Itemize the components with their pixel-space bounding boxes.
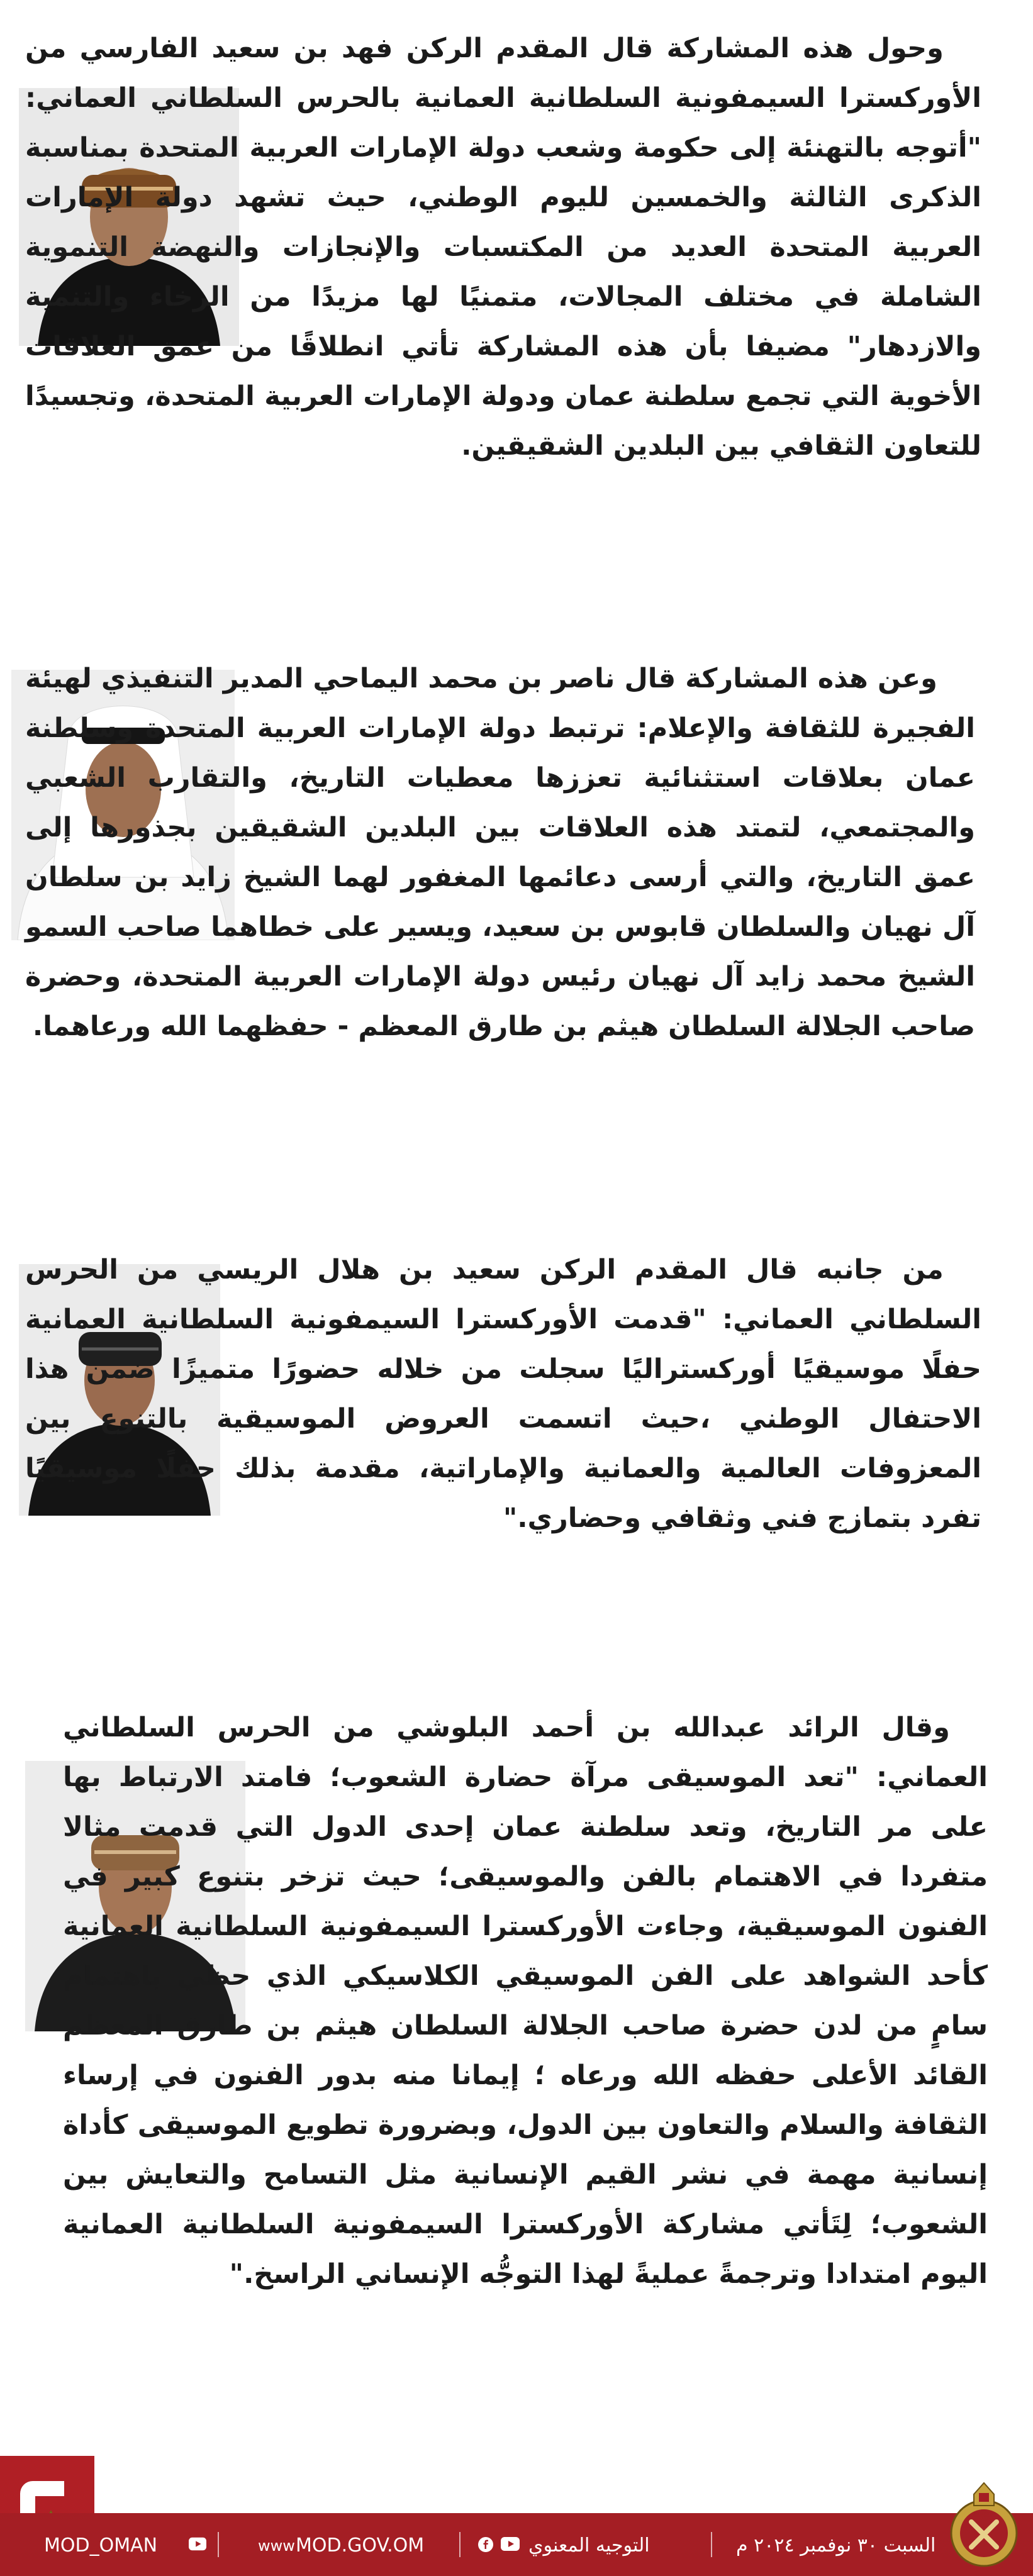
quote-paragraph-3: من جانبه قال المقدم الركن سعيد بن هلال الريسي من الحرس السلطاني العماني: "قدمت الأوركسترا السيمفونية السلطانية العمانية حفلًا موسيقيًا أوركستراليًا سجلت من خلاله حضورًا متميزًا ضمن هذا الاحتفال الوطني ،حيث اتسمت العروض الموسيقية بالتنوع بين المعزوفات العالمية والعمانية والإماراتية، مقدمة بذلك حفلًا موسيقيًا تفرد بتمازج فني وثقافي وحضاري.": [25, 1254, 981, 1534]
quote-paragraph-1: وحول هذه المشاركة قال المقدم الركن فهد بن سعيد الفارسي من الأوركسترا السيمفونية السلطانية العمانية بالحرس السلطاني العماني: "أتوجه بالتهنئة إلى حكومة وشعب دولة الإمارات العربية المتحدة بمناسبة الذكرى الثالثة والخمسين لليوم الوطني، حيث تشهد دولة الإمارات العربية المتحدة العديد من المكتسبات والإنجازات والنهضة التنموية الشاملة في مختلف المجالات، متمنيًا لها مزيدًا من الرخاء والتنمية والازدهار" مضيفا بأن هذه المشاركة تأتي انطلاقًا من عمق العلاقات الأخوية التي تجمع سلطنة عمان ودولة الإمارات العربية المتحدة، وتجسيدًا للتعاون الثقافي بين البلدين الشقيقين.: [25, 33, 981, 462]
oman-ministry-emblem-icon: [944, 2478, 1024, 2572]
footer-website-prefix: www: [258, 2537, 295, 2555]
footer-separator: [218, 2532, 219, 2557]
footer-bar: [0, 2513, 1033, 2576]
footer-separator: [459, 2532, 461, 2557]
footer-website[interactable]: MOD.GOV.OM: [296, 2534, 425, 2557]
youtube-icon[interactable]: [189, 2537, 206, 2551]
facebook-icon[interactable]: [478, 2537, 493, 2552]
footer-separator: [711, 2532, 712, 2557]
footer-handle[interactable]: MOD_OMAN: [44, 2534, 158, 2557]
footer-department: التوجيه المعنوي: [528, 2534, 650, 2557]
quote-paragraph-4: وقال الرائد عبدالله بن أحمد البلوشي من الحرس السلطاني العماني: "تعد الموسيقى مرآة حضارة الشعوب؛ فامتد الارتباط بها على مر التاريخ، وتعد سلطنة عمان إحدى الدول التي قدمت مثالا متفردا في الاهتمام بالفن والموسيقى؛ حيث تزخر بتنوع كبير في الفنون الموسيقية، وجاءت الأوركسترا السيمفونية السلطانية العمانية كأحد الشواهد على الفن الموسيقي الكلاسيكي الذي حظي باهتمام سامٍ من لدن حضرة صاحب الجلالة السلطان هيثم بن طارق المعظم القائد الأعلى حفظه الله ورعاه ؛ إيمانا منه بدور الفنون في إرساء الثقافة والسلام والتعاون بين الدول، وبضرورة تطويع الموسيقى كأداة إنسانية مهمة في نشر القيم الإنسانية مثل التسامح والتعايش بين الشعوب؛ لِتَأتي مشاركة الأوركسترا السيمفونية السلطانية العمانية اليوم امتدادا وترجمةً عمليةً لهذا التوجُّه الإنساني الراسخ.": [63, 1712, 988, 2290]
quote-paragraph-2: وعن هذه المشاركة قال ناصر بن محمد اليماحي المدير التنفيذي لهيئة الفجيرة للثقافة والإعلام: ترتبط دولة الإمارات العربية المتحدة وسلطنة عمان بعلاقات استثنائية تعززها معطيات التاريخ، والتقارب الشعبي والمجتمعي، لتمتد هذه العلاقات بين البلدين الشقيقين بجذورها إلى عمق التاريخ، والتي أرسى دعائمها المغفور لهما الشيخ زايد بن سلطان آل نهيان والسلطان قابوس بن سعيد، ويسير على خطاهما صاحب السمو الشيخ محمد زايد آل نهيان رئيس دولة الإمارات العربية المتحدة، وحضرة صاحب الجلالة السلطان هيثم بن طارق المعظم - حفظهما الله ورعاهما.: [25, 663, 975, 1042]
footer-date: السبت ٣٠ نوفمبر ٢٠٢٤ م: [736, 2534, 936, 2557]
youtube-icon[interactable]: [501, 2537, 520, 2551]
